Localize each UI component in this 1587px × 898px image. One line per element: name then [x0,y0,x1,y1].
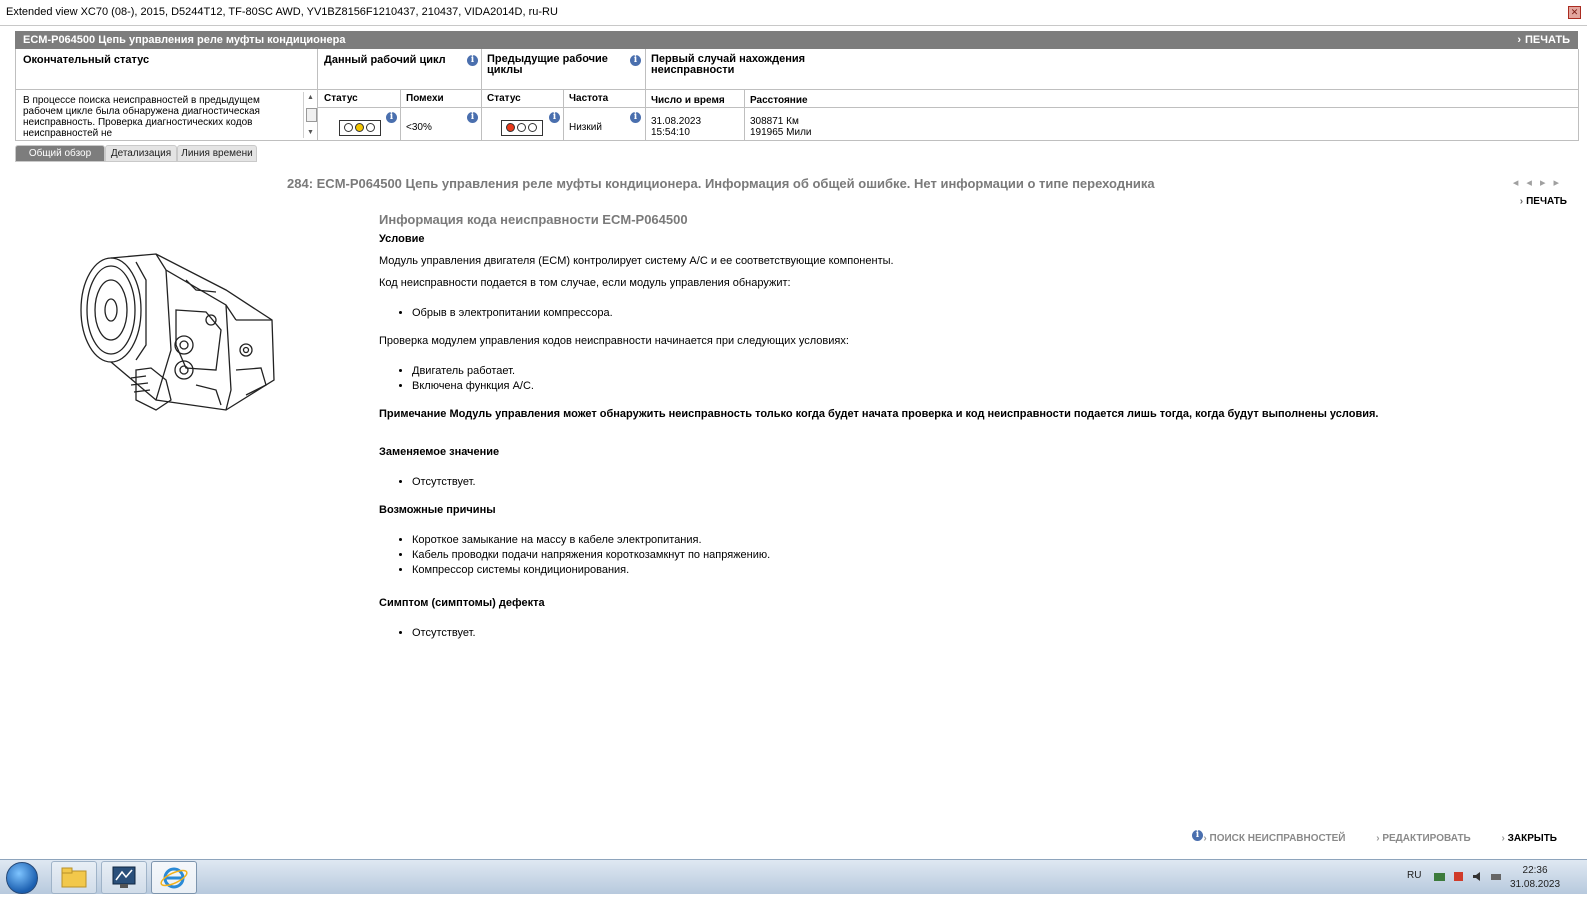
print-button-main[interactable]: › ПЕЧАТЬ [1520,196,1567,207]
status-grid [15,49,1579,141]
status-light [506,123,515,132]
monitor-icon [102,862,146,893]
list-item: • Включена функция A/C. [412,379,534,394]
first-time: 15:54:10 [651,127,690,138]
windows-taskbar [0,859,1587,894]
nav-prev-button[interactable]: ◂◂ [1512,177,1540,189]
troubleshoot-button[interactable]: › ПОИСК НЕИСПРАВНОСТЕЙ [1203,833,1345,844]
nav-next-button[interactable]: ▸▸ [1539,177,1567,189]
edit-button[interactable]: › РЕДАКТИРОВАТЬ [1376,833,1471,844]
condition-text-2: Код неисправности подается в том случае, если модуль управления обнаружит: [379,277,791,289]
info-icon[interactable] [467,112,478,123]
battery-icon[interactable] [1490,870,1503,883]
folder-icon [52,862,96,893]
frequency-value: Низкий [569,122,602,133]
causes-list [379,533,770,578]
first-date: 31.08.2023 [651,116,702,127]
info-icon[interactable] [630,112,641,123]
final-status-scrollbar[interactable]: ▲ ▼ [303,92,317,138]
dtc-title: ECM-P064500 Цепь управления реле муфты кондиционера [23,34,346,46]
bottom-actions [1175,833,1557,844]
status-light [344,123,353,132]
list-item: • Отсутствует. [412,475,476,490]
interference-value: <30% [406,122,432,133]
network-icon[interactable] [1433,870,1446,883]
replacement-title: Заменяемое значение [379,446,500,458]
list-item: • Короткое замыкание на массу в кабеле электропитания. [412,533,770,548]
col-status-previous: Статус [487,93,521,104]
tab-overview[interactable]: Общий обзор [15,145,105,162]
info-icon[interactable] [549,112,560,123]
title-bar [0,0,1587,26]
col-interference: Помехи [406,93,444,104]
clock[interactable] [1510,864,1560,892]
window-close-button[interactable]: ✕ [1568,6,1581,19]
check-list [379,364,534,394]
status-light [355,123,364,132]
status-light [528,123,537,132]
page-title: 284: ECM-P064500 Цепь управления реле муфты кондиционера. Информация об общей ошибке. Нет информации о типе переходника [287,176,1155,191]
status-light [366,123,375,132]
window-title: Extended view XC70 (08-), 2015, D5244T12, TF-80SC AWD, YV1BZ8156F1210437, 210437, VIDA2014D, ru-RU [6,6,558,18]
col-frequency: Частота [569,93,609,104]
flag-icon[interactable] [1452,870,1465,883]
internet-explorer-icon [152,862,196,893]
list-item: • Двигатель работает. [412,364,534,379]
first-occurrence-header: Первый случай нахождения неисправности [651,53,806,76]
volume-icon[interactable] [1471,870,1484,883]
causes-title: Возможные причины [379,504,496,516]
distance-km: 308871 Км [750,116,799,127]
vida-taskbar-button[interactable] [101,861,147,894]
language-indicator[interactable]: RU [1407,870,1422,881]
previous-cycles-status-lights [501,120,543,136]
col-datetime: Число и время [651,95,725,106]
symptoms-list [379,626,476,641]
info-icon[interactable] [630,55,641,66]
list-item: • Компрессор системы кондиционирования. [412,563,770,578]
ie-taskbar-button[interactable] [151,861,197,894]
list-item: • Отсутствует. [412,626,476,641]
clock-time: 22:36 [1522,865,1548,876]
info-icon[interactable] [386,112,397,123]
col-status-current: Статус [324,93,358,104]
distance-miles: 191965 Мили [750,127,812,138]
previous-cycles-header: Предыдущие рабочие циклы [487,53,608,76]
current-cycle-header: Данный рабочий цикл [324,54,446,66]
condition-text-1: Модуль управления двигателя (ECM) контролирует систему A/C и ее соответствующие компоненты. [379,255,894,267]
replacement-list [379,475,476,490]
nav-arrows [1513,176,1567,189]
dtc-info-title: Информация кода неисправности ECM-P064500 [379,212,688,227]
ac-compressor-illustration [76,250,281,420]
dtc-header-bar [15,31,1578,49]
final-status-header: Окончательный статус [23,54,150,66]
condition-title: Условие [379,233,425,245]
check-text: Проверка модулем управления кодов неисправности начинается при следующих условиях: [379,335,849,347]
final-status-text: В процессе поиска неисправностей в предыдущем рабочем цикле была обнаружена диагностическая неисправность. Проверка диагностических кодов неисправностей не [23,95,260,139]
explorer-taskbar-button[interactable] [51,861,97,894]
start-button[interactable] [6,862,38,894]
print-button-top[interactable]: › ПЕЧАТЬ [1517,34,1570,46]
close-button[interactable]: › ЗАКРЫТЬ [1502,833,1557,844]
col-distance: Расстояние [750,95,808,106]
info-icon[interactable] [467,55,478,66]
status-light [517,123,526,132]
current-cycle-status-lights [339,120,381,136]
list-item: • Обрыв в электропитании компрессора. [412,306,613,321]
list-item: • Кабель проводки подачи напряжения короткозамкнут по напряжению. [412,548,770,563]
tab-timeline[interactable]: Линия времени [177,145,257,162]
note-text: Примечание Модуль управления может обнаружить неисправность только когда будет начата проверка и код неисправности подается лишь тогда, когда будут выполнены условия. [379,408,1379,420]
symptoms-title: Симптом (симптомы) дефекта [379,597,545,609]
condition-list [379,306,613,321]
clock-date: 31.08.2023 [1510,879,1561,890]
tab-details[interactable]: Детализация [105,145,177,162]
